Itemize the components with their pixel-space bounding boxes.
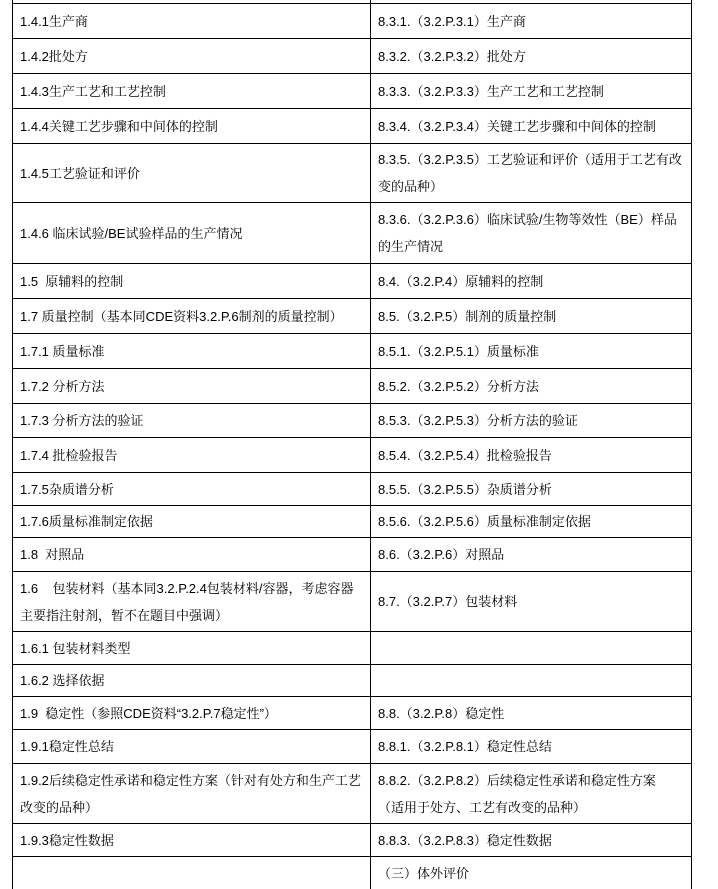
right-cell: 8.5.5.（3.2.P.5.5）杂质谱分析 [371, 473, 692, 506]
right-cell: （三）体外评价 [371, 857, 692, 889]
left-cell: 1.6.2 选择依据 [13, 665, 371, 697]
table-row [13, 4, 692, 39]
table-row [13, 697, 692, 730]
left-cell: 1.7.3 分析方法的验证 [13, 404, 371, 438]
table-row [13, 538, 692, 572]
left-cell: 1.4.1生产商 [13, 4, 371, 39]
left-cell: 1.7.5杂质谱分析 [13, 473, 371, 506]
right-cell: 8.8.（3.2.P.8）稳定性 [371, 697, 692, 730]
table-row [13, 299, 692, 334]
table-row [13, 665, 692, 697]
left-cell: 1.6.1 包装材料类型 [13, 632, 371, 665]
table-row [13, 74, 692, 109]
table-row [13, 572, 692, 632]
right-cell: 8.7.（3.2.P.7）包装材料 [371, 572, 692, 632]
right-cell: 8.8.3.（3.2.P.8.3）稳定性数据 [371, 824, 692, 857]
left-cell: 1.7.2 分析方法 [13, 369, 371, 404]
right-cell [371, 632, 692, 665]
right-cell: 8.3.2.（3.2.P.3.2）批处方 [371, 39, 692, 74]
left-cell: 1.7.1 质量标准 [13, 334, 371, 369]
right-cell: 8.3.6.（3.2.P.3.6）临床试验/生物等效性（BE）样品的生产情况 [371, 203, 692, 264]
table-row [13, 109, 692, 144]
table-row [13, 404, 692, 438]
right-cell: 8.8.2.（3.2.P.8.2）后续稳定性承诺和稳定性方案 （适用于处方、工艺有改变的品种） [371, 764, 692, 824]
right-cell: 8.8.1.（3.2.P.8.1）稳定性总结 [371, 730, 692, 764]
left-cell: 1.4.5工艺验证和评价 [13, 144, 371, 203]
left-cell: 1.8 对照品 [13, 538, 371, 572]
left-cell: 1.9 稳定性（参照CDE资料“3.2.P.7稳定性”） [13, 697, 371, 730]
right-cell: 8.3.1.（3.2.P.3.1）生产商 [371, 4, 692, 39]
table-row [13, 438, 692, 473]
right-cell: 8.5.1.（3.2.P.5.1）质量标准 [371, 334, 692, 369]
right-cell: 8.5.2.（3.2.P.5.2）分析方法 [371, 369, 692, 404]
right-cell [371, 665, 692, 697]
right-cell: 8.3.3.（3.2.P.3.3）生产工艺和工艺控制 [371, 74, 692, 109]
left-cell: 1.9.1稳定性总结 [13, 730, 371, 764]
left-cell: 1.9.2后续稳定性承诺和稳定性方案（针对有处方和生产工艺改变的品种） [13, 764, 371, 824]
right-cell: 8.3.4.（3.2.P.3.4）关键工艺步骤和中间体的控制 [371, 109, 692, 144]
table-row [13, 203, 692, 264]
right-cell: 8.5.4.（3.2.P.5.4）批检验报告 [371, 438, 692, 473]
left-cell: 1.7.6质量标准制定依据 [13, 506, 371, 538]
right-cell: 8.6.（3.2.P.6）对照品 [371, 538, 692, 572]
mapping-table [12, 0, 692, 889]
left-cell: 1.4.4关键工艺步骤和中间体的控制 [13, 109, 371, 144]
table-row [13, 473, 692, 506]
right-cell: 8.4.（3.2.P.4）原辅料的控制 [371, 264, 692, 299]
right-cell: 8.3.5.（3.2.P.3.5）工艺验证和评价（适用于工艺有改变的品种） [371, 144, 692, 203]
right-cell: 8.5.3.（3.2.P.5.3）分析方法的验证 [371, 404, 692, 438]
table-row [13, 824, 692, 857]
table-row [13, 857, 692, 889]
table-row [13, 264, 692, 299]
left-cell: 1.4.3生产工艺和工艺控制 [13, 74, 371, 109]
table-row [13, 334, 692, 369]
table-row [13, 506, 692, 538]
table-row [13, 39, 692, 74]
left-cell [13, 857, 371, 889]
table-row [13, 632, 692, 665]
left-cell: 1.4.6 临床试验/BE试验样品的生产情况 [13, 203, 371, 264]
table-row [13, 730, 692, 764]
table-row [13, 764, 692, 824]
left-cell: 1.6 包装材料（基本同3.2.P.2.4包装材料/容器，考虑容器主要指注射剂，暂不在题目中强调） [13, 572, 371, 632]
right-cell: 8.5.6.（3.2.P.5.6）质量标准制定依据 [371, 506, 692, 538]
table-row [13, 144, 692, 203]
left-cell: 1.7.4 批检验报告 [13, 438, 371, 473]
left-cell: 1.5 原辅料的控制 [13, 264, 371, 299]
right-cell: 8.5.（3.2.P.5）制剂的质量控制 [371, 299, 692, 334]
left-cell: 1.4.2批处方 [13, 39, 371, 74]
left-cell: 1.7 质量控制（基本同CDE资料3.2.P.6制剂的质量控制） [13, 299, 371, 334]
left-cell: 1.9.3稳定性数据 [13, 824, 371, 857]
table-row [13, 369, 692, 404]
